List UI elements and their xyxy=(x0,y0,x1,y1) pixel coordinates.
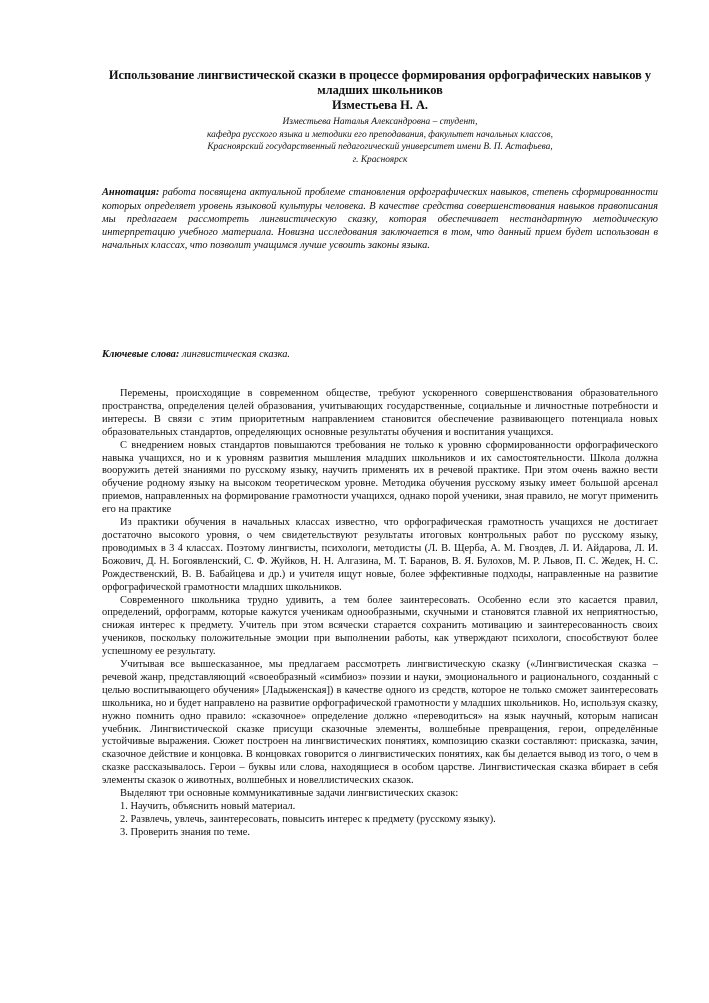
abstract xyxy=(102,186,658,252)
affiliation-line: Красноярский государственный педагогический университет имени В. П. Астафьева, xyxy=(207,142,553,153)
paragraph: Учитывая все вышесказанное, мы предлагаем рассмотреть лингвистическую сказку («Лингвистическая сказка – речевой жанр, представляющий «своеобразный «симбиоз» поэзии и науки, эмоционального и рационального, созданный с целью воспитывающего обучения» [Ладыженская]) в качестве одного из средств, которое не только сможет заинтересовать школьника, но и будет направлено на развитие орфографической грамотности у младших школьников. Но, используя сказку, нужно помнить одно правило: «сказочное» определение должно «переводиться» на язык научный, которым написан учебник. Лингвистической сказке присущи сказочные элементы, волшебные превращения, герои, определённые устойчивые выражения. Сюжет построен на лингвистических понятиях, композицию сказки составляют: присказка, зачин, сказочное действие и концовка. В концовках говорится о лингвистических понятиях, как бы делается вывод из того, о чем в сказке рассказывалось. Герои – буквы или слова, находящиеся в особом царстве. Лингвистическая сказка вбирает в себя элементы сказок о животных, волшебных и новеллистических сказок. xyxy=(102,659,658,787)
affiliation-line: кафедра русского языка и методики его преподавания, факультет начальных классов, xyxy=(207,129,553,140)
abstract-text: работа посвящена актуальной проблеме становления орфографических навыков, степень сформированности которых определяет уровень языковой культуры человека. В качестве средства совершенствования навыков правописания мы предлагаем рассмотреть лингвистическую сказку, которая обеспечивает нестандартную методическую интерпретацию учебного материала. Новизна исследования заключается в том, что данный прием будет использован в начальных классах, что позволит учащимся лучше усвоить законы языка. xyxy=(102,187,658,252)
paper-page xyxy=(102,68,658,838)
paragraph: Перемены, происходящие в современном обществе, требуют ускоренного совершенствования образовательного пространства, определения целей образования, учитывающих государственные, социальные и личностные потребности и интересы. В связи с этим приоритетным направлением становится обеспечение развивающего потенциала новых образовательных стандартов, определяющих основные результаты обучения и воспитания учащихся. xyxy=(102,388,658,438)
list-item: 1. Научить, объяснить новый материал. xyxy=(120,801,296,812)
abstract-label: Аннотация: xyxy=(102,187,160,199)
paragraph: Современного школьника трудно удивить, а тем более заинтересовать. Особенно если это касается правил, определений, орфограмм, которые кажутся ученикам однообразными, скучными и становятся главной их неприятностью, снижая интерес к предмету. Учитель при этом всячески старается сохранить мотивацию и заинтересованность своих учеников, поскольку положительные эмоции при выполнении работы, как утверждают психологи, способствуют более успешному ее результату. xyxy=(102,594,658,658)
affiliation-line: Изместьева Наталья Александровна – студент, xyxy=(282,117,478,127)
paragraph: Выделяют три основные коммуникативные задачи лингвистических сказок: xyxy=(120,788,459,800)
paragraph: Из практики обучения в начальных классах известно, что орфографическая грамотность учащихся не достигает достаточно высокого уровня, о чем свидетельствуют результаты итоговых контрольных работ по русскому языку, проводимых в 3 4 классах. Поэтому лингвисты, психологи, методисты (Л. В. Щерба, А. М. Гвоздев, Л. И. Айдарова, Л. И. Божович, Д. Н. Богоявленский, С. Ф. Жуйков, Н. Н. Алгазина, М. Т. Баранов, В. Я. Булохов, М. Р. Львов, П. С. Жедек, Н. С. Рождественский, В. В. Бабайцева и др.) и учителя ищут новые, более эффективные подходы, направленные на развитие орфографической грамотности младших школьников. xyxy=(102,517,658,593)
author-name: Изместьева Н. А. xyxy=(331,98,429,112)
list-item: 2. Развлечь, увлечь, заинтересовать, повысить интерес к предмету (русскому языку). xyxy=(120,813,496,825)
paragraph: С внедрением новых стандартов повышаются требования не только к уровню сформированности орфографического навыка учащихся, но и к уровням развития мышления младших школьников и их самостоятельности. Школа должна вооружить детей знаниями по русскому языку, научить применять их в речевой практике. При этом очень важно вести обучение родному языку на высоком теоретическом уровне. Методика обучения русскому языку имеет большой арсенал приемов, направленных на формирование грамотности учащихся, однако порой ученики, зная правило, не могут применить его на практике xyxy=(102,439,658,516)
keywords-label: Ключевые слова: xyxy=(102,349,180,360)
paper-title: Использование лингвистической сказки в процессе формирования орфографических навыков у младших школьников xyxy=(108,68,652,97)
keywords-text: лингвистическая сказка. xyxy=(181,349,291,360)
body-text xyxy=(102,388,658,840)
list-item: 3. Проверить знания по теме. xyxy=(120,826,251,838)
affiliation-line: г. Красноярск xyxy=(352,154,408,165)
keywords xyxy=(102,348,658,361)
